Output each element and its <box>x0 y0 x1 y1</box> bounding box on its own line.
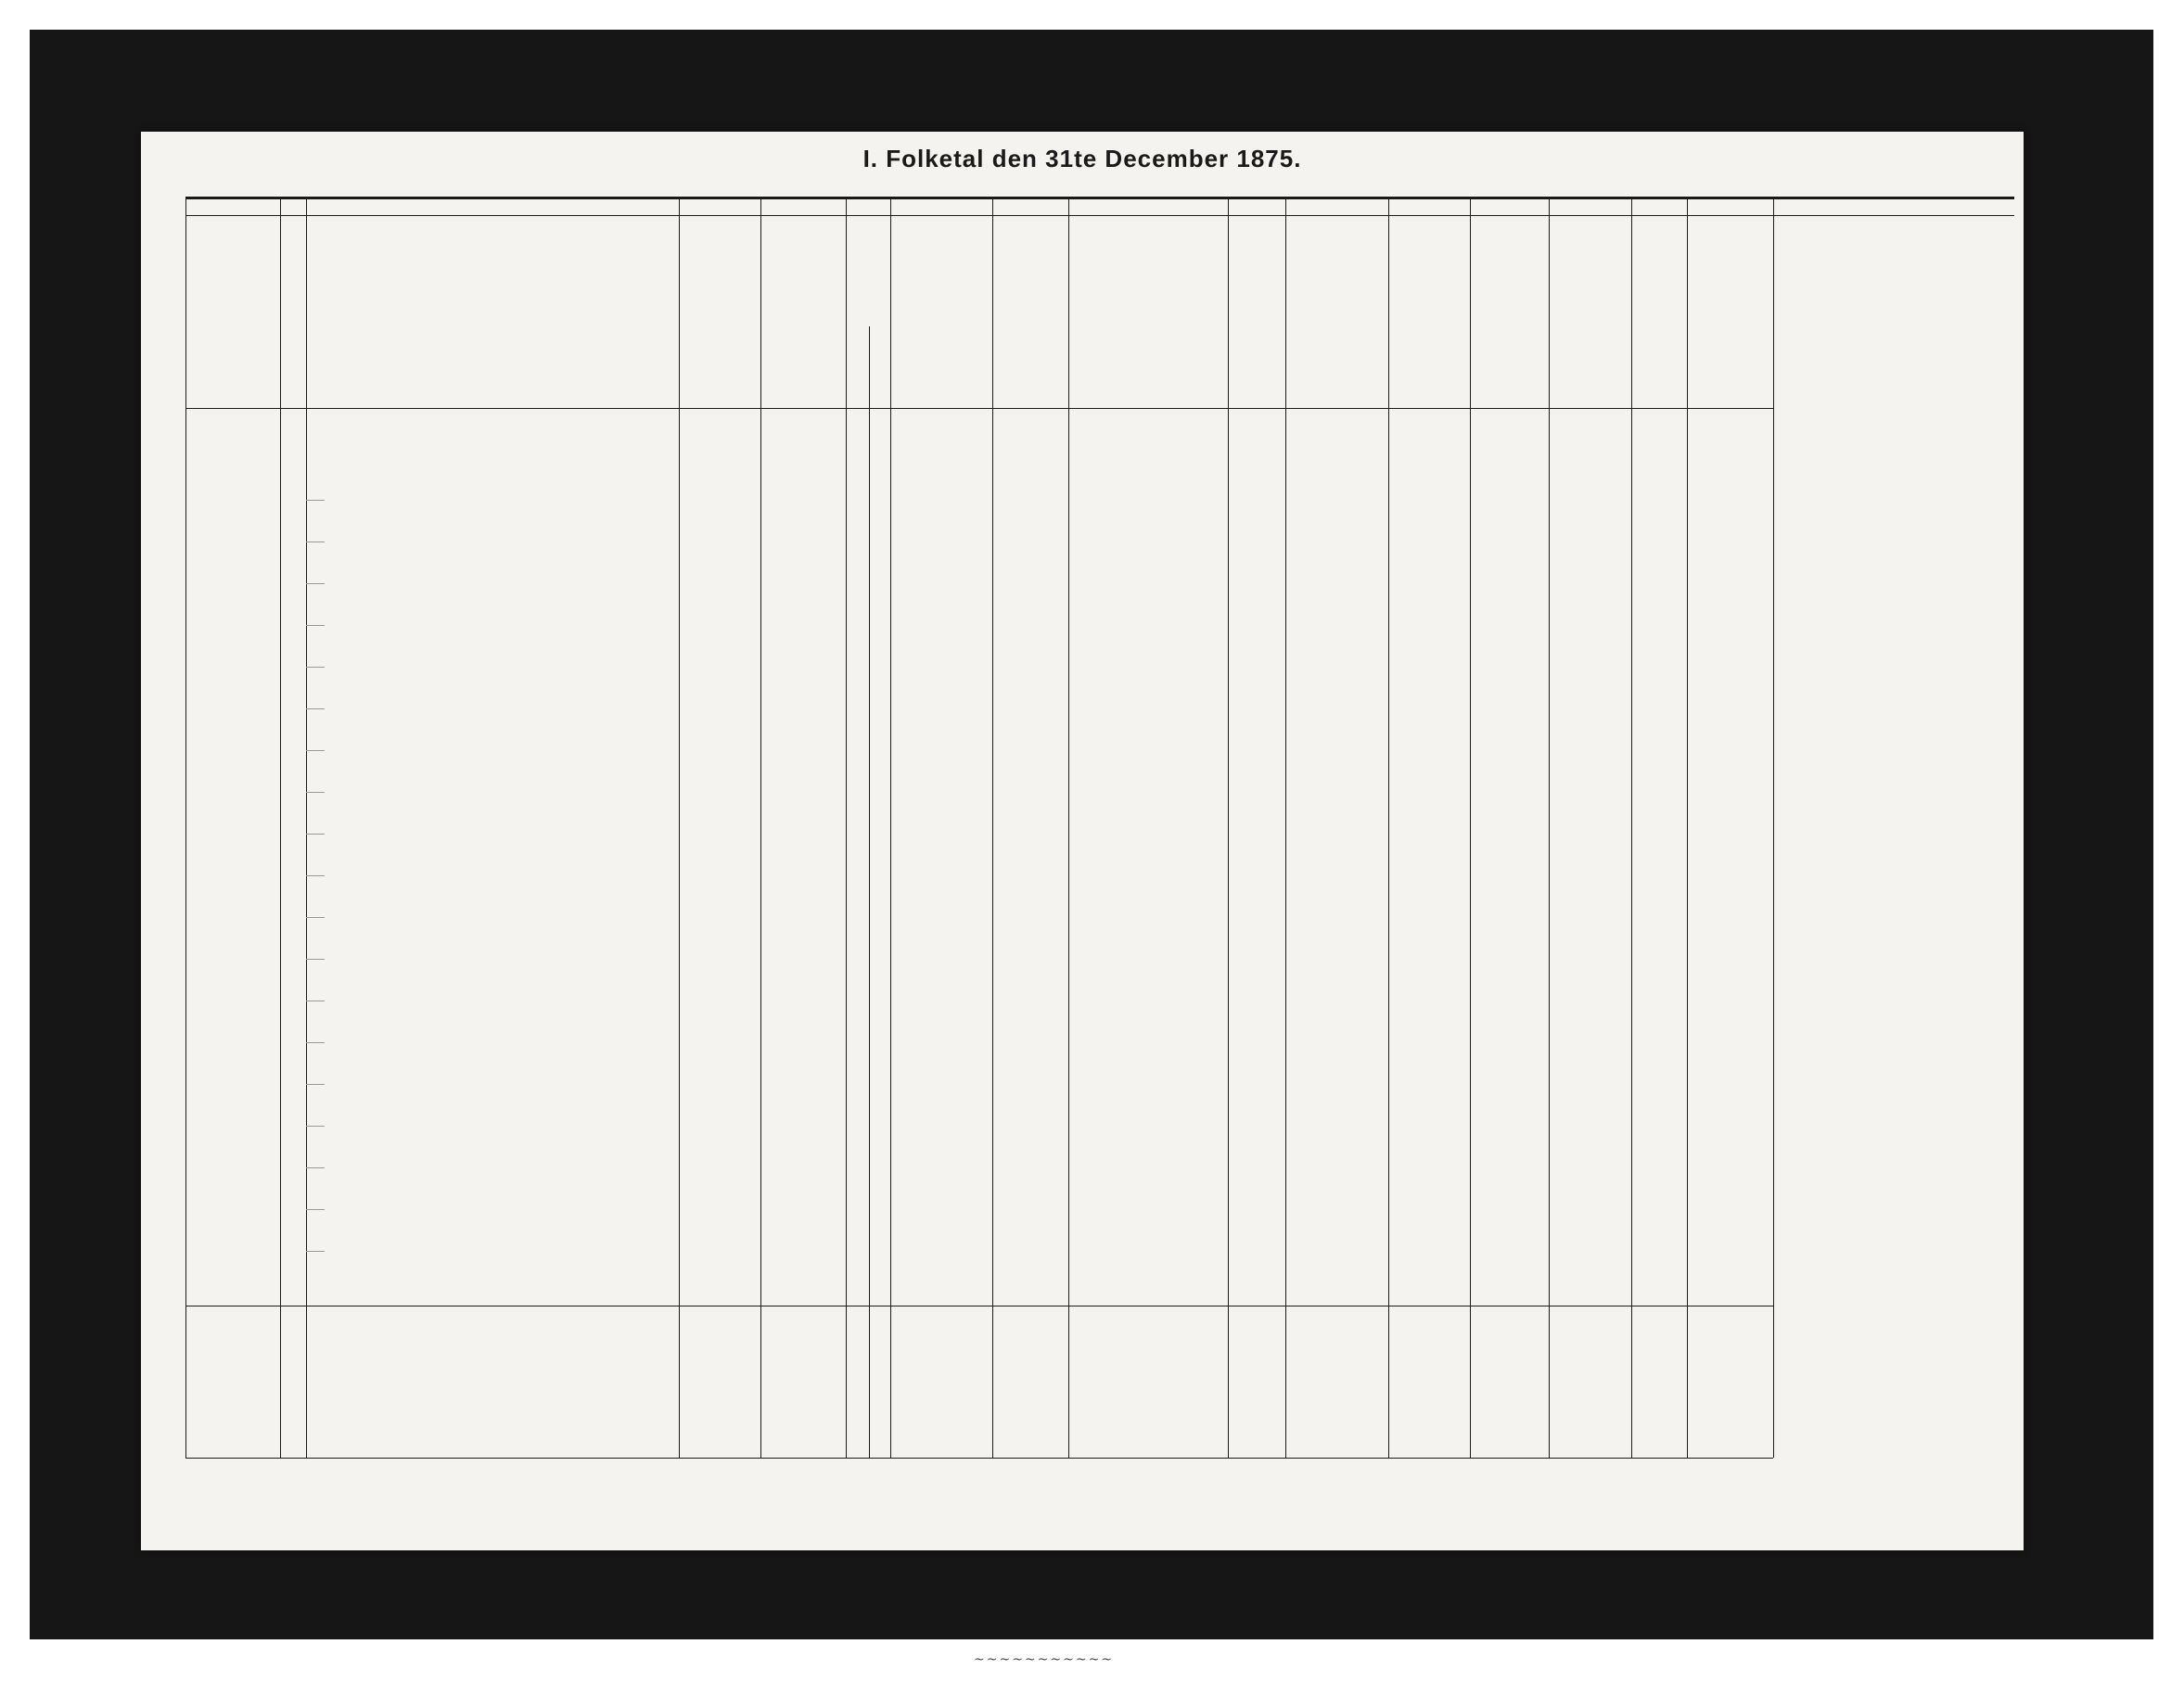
row-rule <box>306 1251 325 1252</box>
row-rule <box>306 875 325 876</box>
row-rule <box>306 834 325 835</box>
row-rule <box>306 1042 325 1043</box>
row-rule <box>306 1126 325 1127</box>
column-rule <box>1068 197 1069 1458</box>
column-rule <box>1549 197 1550 1458</box>
header-bottom-rule <box>185 408 1773 409</box>
row-rule <box>306 959 325 960</box>
bottom-mark: ~~~~~~~~~~~ <box>974 1652 1115 1667</box>
column-rule <box>890 197 891 1458</box>
row-rule <box>306 500 325 501</box>
row-rule <box>306 750 325 751</box>
column-rule <box>1285 197 1286 1458</box>
row-rule <box>306 1167 325 1168</box>
top-rule-thick <box>185 197 2014 199</box>
column-rule <box>1228 197 1229 1458</box>
row-rule <box>306 583 325 584</box>
colnum-rule <box>185 215 2014 216</box>
column-rule <box>1631 197 1632 1458</box>
page-title: I. Folketal den 31te December 1875. <box>862 145 1302 172</box>
row-rule <box>306 917 325 918</box>
column-rule <box>679 197 680 1458</box>
column-rule <box>1687 197 1688 1458</box>
gender-sub-rule <box>869 326 870 1458</box>
row-rule <box>306 792 325 793</box>
column-rule <box>760 197 761 1458</box>
column-rule <box>185 197 186 1458</box>
column-rule <box>306 197 307 1458</box>
row-rule <box>306 1209 325 1210</box>
column-rule <box>1470 197 1471 1458</box>
column-rule <box>846 197 847 1458</box>
row-rule <box>306 667 325 668</box>
census-form-page <box>141 132 2024 1550</box>
row-rule <box>306 1084 325 1085</box>
column-rule <box>1388 197 1389 1458</box>
column-rule <box>280 197 281 1458</box>
row-rule <box>306 708 325 709</box>
column-rule <box>1773 197 1774 1458</box>
table-bottom-rule <box>185 1458 1773 1459</box>
row-rule <box>306 625 325 626</box>
column-rule <box>992 197 993 1458</box>
